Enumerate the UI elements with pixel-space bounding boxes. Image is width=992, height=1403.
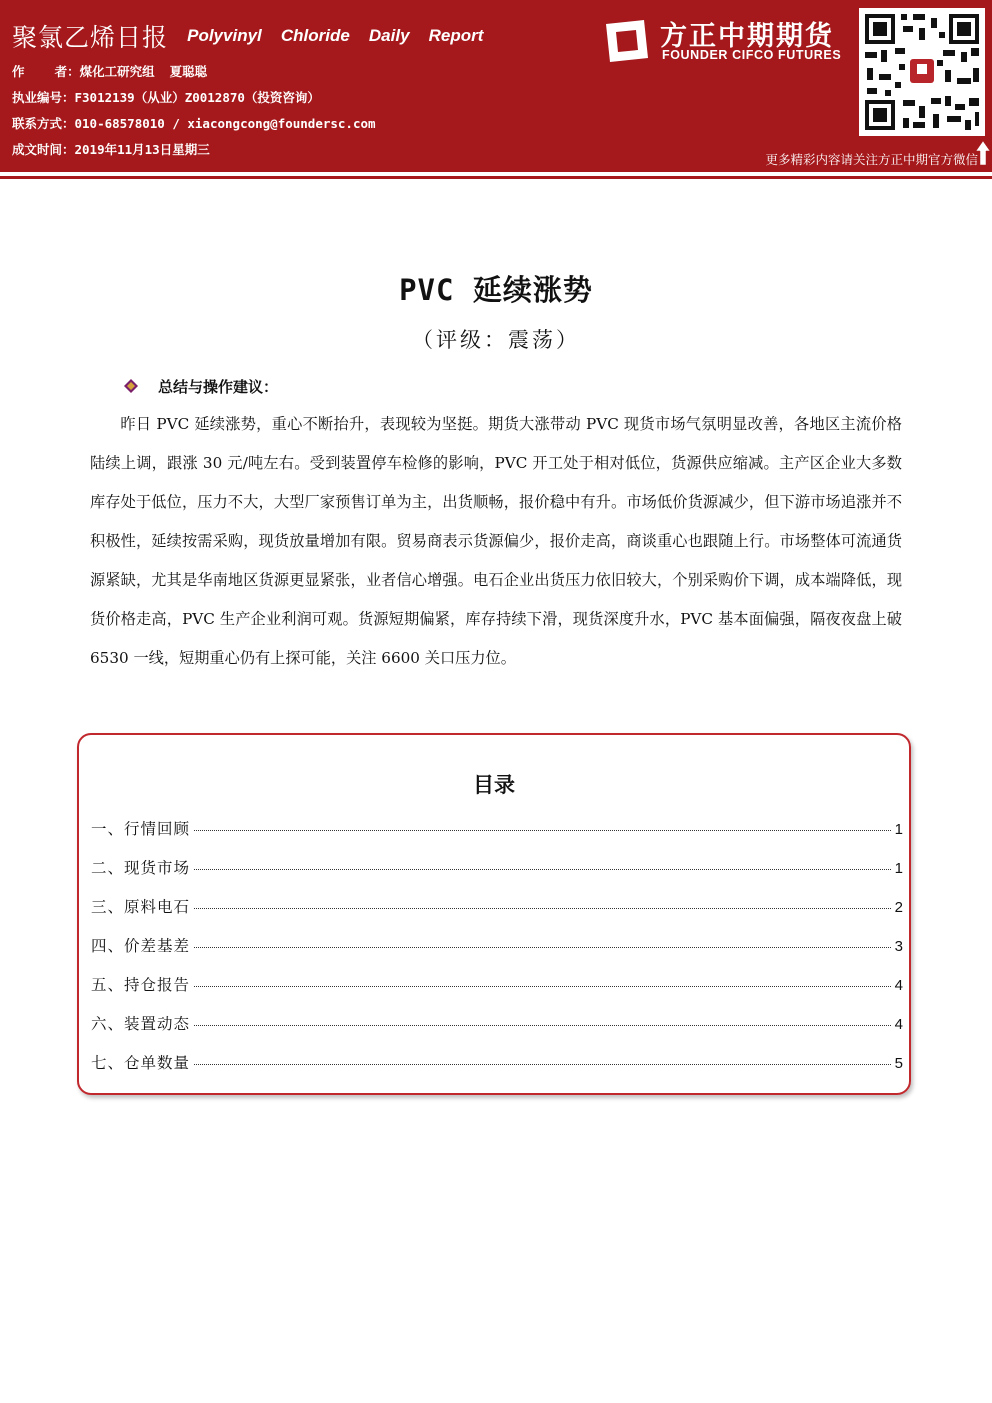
summary-heading-text: 总结与操作建议： [158,378,279,396]
report-title-en-word: Chloride [280,26,350,45]
toc-item-page: 2 [894,899,903,916]
toc-item-label: 二、现货市场 [91,859,191,877]
author-line: 作 者：煤化工研究组 夏聪聪 [12,64,208,79]
document-title: PVC 延续涨势 [399,273,593,307]
summary-paragraph: 昨日 PVC 延续涨势，重心不断抬升，表现较为坚挺。期货大涨带动 PVC 现货市场气氛明显改善，各地区主流价格陆续上调，跟涨 30 元/吨左右。受到装置停车检修的影响，PVC 开工处于相对低位，货源供应缩减。主产区企业大多数库存处于低位，压力不大，大型厂家预售订单为主，出货顺畅，报价稳中有升。市场低价货源减少，但下游市场追涨并不积极性，延续按需采购，现货放量增加有限。贸易商表示货源偏少，报价走高，商谈重心也跟随上行。市场整体可流通货源紧缺，尤其是华南地区货源更显紧张，业者信心增强。电石企业出货压力依旧较大，个别采购价下调，成本端降低，现货价格走高，PVC 生产企业利润可观。货源短期偏紧，库存持续下滑，现货深度升水，PVC 基本面偏强，隔夜夜盘上破 6530 一线，短期重心仍有上探可能，关注 6600 关口压力位。 [90,415,902,667]
toc-item-page: 4 [894,977,903,994]
report-title-en-word: Polyvinyl [187,26,262,45]
report-header [0,0,992,172]
report-title-cn: 聚氯乙烯日报 [12,23,169,52]
toc-item[interactable] [91,895,903,934]
toc-leader-dots [194,869,891,870]
toc-item-page: 1 [894,821,903,838]
toc-leader-dots [194,947,891,948]
toc-leader-dots [194,986,891,987]
toc-item-label: 一、行情回顾 [91,820,191,838]
toc-leader-dots [194,1064,891,1065]
toc-leader-dots [194,830,891,831]
document-rating: （评级：震荡） [412,328,580,352]
author-info [12,62,376,166]
logo-text-en: FOUNDER CIFCO FUTURES [662,48,842,62]
toc-item[interactable] [91,856,903,895]
toc-leader-dots [194,1025,891,1026]
toc-title: 目录 [473,773,515,797]
toc-item-label: 五、持仓报告 [91,976,191,994]
toc-item[interactable] [91,934,903,973]
toc-leader-dots [194,908,891,909]
toc-item[interactable] [91,817,903,856]
logo-text-cn: 方正中期期货 [660,21,834,52]
table-of-contents [77,733,911,1095]
contact-line: 联系方式：010-68578010 / xiacongcong@foundersc.com [12,116,376,131]
date-line: 成文时间：2019年11月13日星期三 [12,142,210,157]
wechat-follow-note: 更多精彩内容请关注方正中期官方微信 [765,152,978,167]
qr-code-icon [859,8,985,136]
report-title-en-word: Report [428,26,484,45]
toc-item-label: 七、仓单数量 [91,1054,191,1072]
header-divider [0,176,992,179]
toc-item[interactable] [91,973,903,1012]
license-line: 执业编号：F3012139（从业）Z0012870（投资咨询） [12,90,320,105]
summary-heading [124,376,278,397]
report-title-en-word: Daily [368,26,410,45]
report-title [12,18,483,54]
toc-item-label: 六、装置动态 [91,1015,191,1033]
toc-list [91,817,903,1090]
toc-item[interactable] [91,1012,903,1051]
company-logo [604,14,856,70]
toc-item-page: 1 [894,860,903,877]
founder-logo-icon [604,18,650,64]
toc-item-label: 四、价差基差 [91,937,191,955]
diamond-bullet-icon [124,379,138,393]
toc-item-page: 4 [894,1016,903,1033]
toc-item-page: 5 [894,1055,903,1072]
toc-item-label: 三、原料电石 [91,898,191,916]
toc-item-page: 3 [894,938,903,955]
toc-item[interactable] [91,1051,903,1090]
